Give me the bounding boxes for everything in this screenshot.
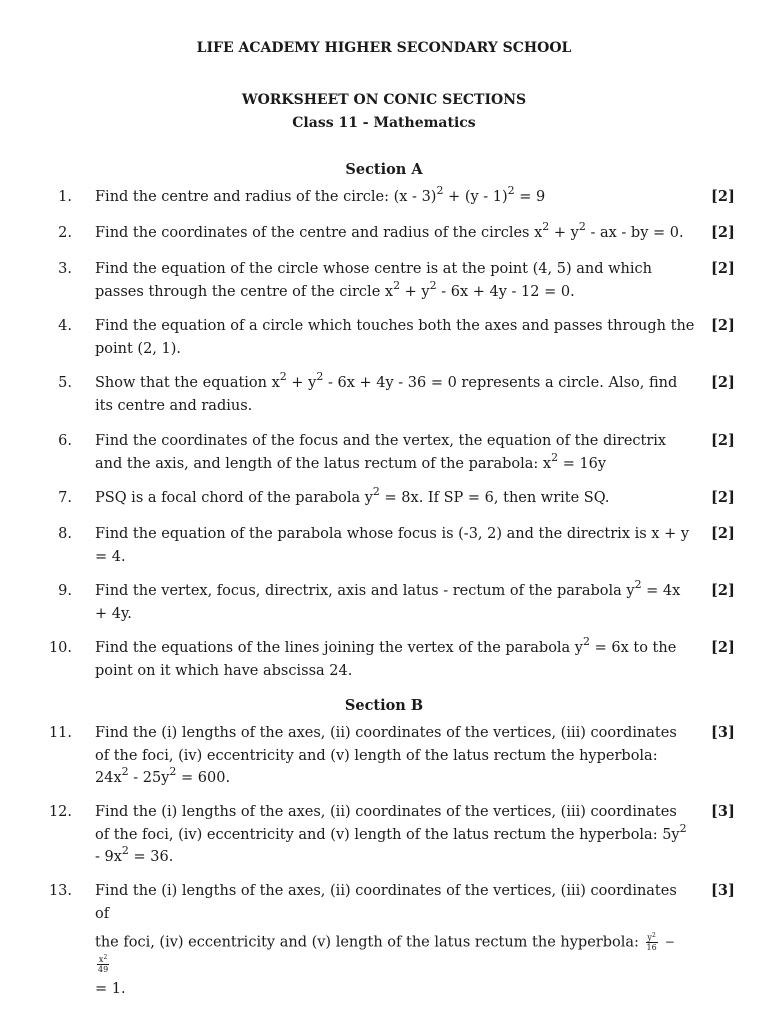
question-text: [95, 430, 695, 475]
question-number: 9.: [58, 583, 72, 599]
question-text: [95, 523, 695, 568]
question-number: 1.: [58, 189, 72, 205]
question-marks: [2]: [711, 525, 735, 542]
question-line: = 1.: [95, 981, 126, 998]
question-text-run: + (y - 1): [443, 189, 508, 205]
question-text-run: Find the equation of the circle whose centre is at the point (4, 5) and which passes through the centre of the circle x: [95, 261, 652, 300]
question-text-run: Find the coordinates of the focus and the vertex, the equation of the directrix and the axis, and length of the latus rectum of the parabola: x: [95, 433, 667, 472]
question-text: [95, 580, 695, 625]
question-marks: [2]: [711, 639, 735, 656]
school-name: LIFE ACADEMY HIGHER SECONDARY SCHOOL: [196, 40, 572, 56]
question-number: 11.: [48, 725, 72, 741]
worksheet-title: WORKSHEET ON CONIC SECTIONS: [241, 92, 527, 108]
question-number: 5.: [58, 375, 72, 391]
fraction-denominator: 49: [98, 965, 109, 975]
question-text-run: Find the equation of a circle which touches both the axes and passes through the point (2, 1).: [95, 318, 695, 357]
question-text-run: = 600.: [176, 770, 231, 786]
fraction-y2-over-16: [646, 933, 658, 952]
question-text-run: + y: [400, 283, 430, 300]
question-marks: [2]: [711, 188, 735, 205]
fraction-denominator: 16: [646, 942, 657, 952]
question-text: [95, 880, 695, 1001]
exponent: 2: [583, 635, 591, 648]
question-text-run: = 4x + 4y.: [95, 583, 681, 622]
question-number: 12.: [48, 804, 72, 820]
exponent: 2: [507, 184, 515, 197]
question-number: 7.: [58, 490, 72, 506]
question-text-run: Find the (i) lengths of the axes, (ii) coordinates of the vertices, (iii) coordinates of the foci, (iv) eccentricity and (v) length of the latus rectum the hyperbola: 5y: [95, 804, 680, 843]
question-number: 2.: [58, 225, 72, 241]
question-line: Find the (i) lengths of the axes, (ii) coordinates of the vertices, (iii) coordinates of: [95, 883, 677, 922]
exponent: 2: [542, 220, 550, 233]
question-text-run: = 6x to the point on it which have abscissa 24.: [95, 640, 677, 679]
exponent: 2: [169, 765, 177, 778]
question-marks: [2]: [711, 374, 735, 391]
question-text-run: - 25y: [128, 770, 170, 786]
question-marks: [3]: [711, 724, 735, 741]
question-number: 3.: [58, 261, 72, 277]
section-a-heading: Section A: [345, 161, 423, 178]
question-text: [95, 258, 695, 303]
question-text-run: Show that the equation x: [95, 375, 280, 391]
question-text-run: - 9x: [95, 849, 122, 865]
question-marks: [2]: [711, 224, 735, 241]
question-number: 6.: [58, 433, 72, 449]
exponent: 2: [121, 765, 129, 778]
question-number: 4.: [58, 318, 72, 334]
fraction-numerator: $y^2$: [647, 931, 656, 942]
question-text-run: + y: [286, 375, 317, 391]
exponent: 2: [429, 278, 437, 292]
question-marks: [3]: [711, 882, 735, 899]
question-text-run: = 36.: [128, 849, 174, 865]
exponent: 2: [679, 821, 687, 835]
exponent: 2: [578, 220, 586, 233]
question-text-run: + y: [549, 225, 579, 241]
question-marks: [2]: [711, 489, 735, 506]
question-marks: [2]: [711, 317, 735, 334]
question-line-text: the foci, (iv) eccentricity and (v) length of the latus rectum the hyperbola:: [95, 934, 639, 951]
question-text: [95, 315, 695, 360]
question-text-run: Find the coordinates of the centre and radius of the circles x: [95, 225, 543, 241]
question-text-run: - ax - by = 0.: [585, 225, 684, 241]
question-text-run: Find the equation of the parabola whose focus is (-3, 2) and the directrix is x + y = 4.: [95, 526, 690, 565]
exponent: 2: [551, 450, 559, 464]
question-line: [95, 931, 695, 976]
exponent: 2: [634, 578, 642, 591]
question-text-run: Find the centre and radius of the circle: (x - 3): [95, 189, 437, 205]
question-text-run: - 6x + 4y - 12 = 0.: [436, 283, 575, 300]
question-text-run: - 6x + 4y - 36 = 0 represents a circle. Also, find its centre and radius.: [95, 375, 678, 414]
question-text: [95, 637, 695, 682]
question-text: [95, 487, 695, 510]
question-text-run: Find the equations of the lines joining the vertex of the parabola y: [95, 640, 584, 656]
class-subject: Class 11 - Mathematics: [292, 115, 476, 131]
exponent: 2: [316, 370, 324, 383]
question-text-run: = 16y: [558, 455, 607, 472]
question-marks: [2]: [711, 582, 735, 599]
question-text-run: = 8x. If SP = 6, then write SQ.: [379, 490, 610, 506]
minus-sign: −: [664, 935, 675, 949]
fraction-x2-over-49: [97, 955, 109, 974]
question-text: [95, 801, 695, 869]
exponent: 2: [393, 278, 401, 292]
exponent: 2: [372, 485, 380, 498]
question-text: [95, 186, 695, 209]
question-marks: [2]: [711, 260, 735, 277]
exponent: 2: [436, 184, 444, 197]
question-text: [95, 722, 695, 790]
question-text-run: PSQ is a focal chord of the parabola y: [95, 490, 373, 506]
question-text-run: Find the vertex, focus, directrix, axis and latus - rectum of the parabola y: [95, 583, 635, 599]
question-text: [95, 222, 695, 245]
question-number: 10.: [48, 640, 72, 656]
question-marks: [3]: [711, 803, 735, 820]
question-number: 8.: [58, 526, 72, 542]
section-b-heading: Section B: [344, 697, 424, 714]
question-marks: [2]: [711, 432, 735, 449]
fraction-numerator: $x^2$: [98, 954, 108, 965]
exponent: 2: [121, 844, 129, 857]
question-number: 13.: [48, 883, 72, 899]
exponent: 2: [279, 370, 287, 383]
question-text: [95, 372, 695, 417]
question-text-run: Find the (i) lengths of the axes, (ii) coordinates of the vertices, (iii) coordinates of the foci, (iv) eccentricity and (v) length of the latus rectum the hyperbola: 24x: [95, 725, 677, 786]
question-text-run: = 9: [514, 189, 546, 205]
